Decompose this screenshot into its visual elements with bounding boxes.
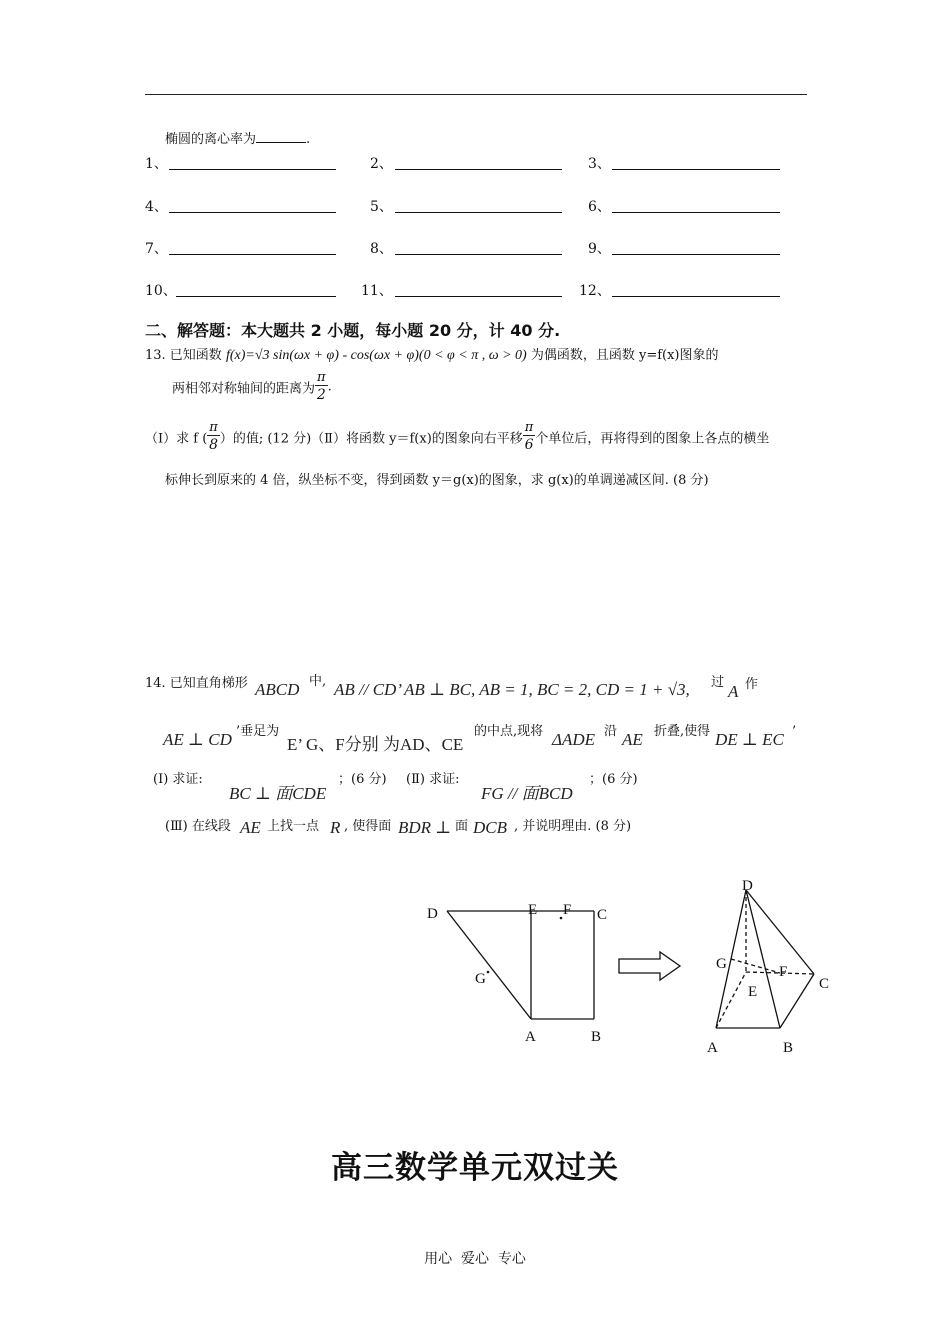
label-a: A xyxy=(525,1029,536,1045)
q14-math-midpoints: E’ G、F分别 为AD、CE xyxy=(287,735,464,754)
q13-line1: 13. 已知函数 f(x)=√3 sin(ωx + φ) - cos(ωx + φ)(0 < φ < π , ω > 0) 为偶函数，且函数 y=f(x)图象的 xyxy=(145,348,719,363)
answer-label: 11、 xyxy=(361,283,393,299)
fraction-pi-over-6: $\frac{\pi}{6}$ xyxy=(524,420,534,453)
label-d: D xyxy=(742,878,753,894)
fraction-pi-over-2: $\frac{\pi}{2}$ xyxy=(316,370,326,403)
footer-text: 用心 爱心 专心 xyxy=(424,1251,526,1267)
pyramid-figure xyxy=(716,890,814,1028)
label-f: F xyxy=(563,902,572,918)
answer-label: 4、 xyxy=(145,199,168,215)
q14-intro: 14. 已知直角梯形 xyxy=(145,676,248,691)
q14-math-de-perp-ec: DE ⊥ EC xyxy=(715,730,784,749)
edge-ae-hidden xyxy=(716,972,746,1028)
label-g: G xyxy=(716,956,727,972)
prev-question-fragment: 椭圆的离心率为 . xyxy=(165,132,311,147)
segment-gf-hidden xyxy=(731,959,780,973)
section-2-heading: 二、解答题：本大题共 2 小题，每小题 20 分，计 40 分. xyxy=(145,321,561,340)
q14-part2-label: (Ⅱ) 求证: xyxy=(406,772,460,787)
q13-line3: （Ⅰ）求 f ( $\frac{\pi}{8}$ ）的值; (12 分)（Ⅱ）将函数 y＝f(x)的图象向右平移 $\frac{\pi}{6}$ 个单位后，再将得到的图象上各点的横坐 xyxy=(145,420,770,453)
label-c: C xyxy=(819,976,830,992)
label-c: C xyxy=(597,907,608,923)
edge-bc xyxy=(780,974,814,1028)
q13-line4: 标伸长到原来的 4 倍，纵坐标不变，得到函数 y＝g(x)的图象，求 g(x)的单调递减区间. (8 分) xyxy=(165,473,709,488)
q14-part3-label: (Ⅲ) 在线段 xyxy=(165,819,231,834)
edge-da xyxy=(447,911,531,1019)
point-g xyxy=(487,971,490,974)
answer-label: 9、 xyxy=(588,241,611,257)
label-g: G xyxy=(475,971,486,987)
q14-math-ae-perp-cd: AE ⊥ CD xyxy=(163,730,232,749)
point-f xyxy=(560,917,563,920)
fold-arrow-icon xyxy=(619,952,680,980)
answer-label: 6、 xyxy=(588,199,611,215)
answer-label: 12、 xyxy=(579,283,611,299)
label-d: D xyxy=(427,906,438,922)
q14-math-abcd: ABCD xyxy=(255,680,300,699)
answer-label: 2、 xyxy=(370,156,393,172)
answer-label: 5、 xyxy=(370,199,393,215)
label-e: E xyxy=(748,984,758,1000)
q14-part1-label: (Ⅰ) 求证: xyxy=(153,772,203,787)
answer-label: 3、 xyxy=(588,156,611,172)
label-b: B xyxy=(591,1029,602,1045)
q13-line2: 两相邻对称轴间的距离为 $\frac{\pi}{2}$ . xyxy=(172,370,332,403)
answer-label: 1、 xyxy=(145,156,168,172)
answer-label: 10、 xyxy=(145,283,177,299)
answer-label: 7、 xyxy=(145,241,168,257)
label-e: E xyxy=(528,902,538,918)
label-a: A xyxy=(707,1040,718,1056)
trapezoid-figure xyxy=(447,911,594,1019)
label-b: B xyxy=(783,1040,794,1056)
fraction-pi-over-8: $\frac{\pi}{8}$ xyxy=(209,420,219,453)
q14-math-conditions: AB // CD’ AB ⊥ BC, AB = 1, BC = 2, CD = 1 + √3, xyxy=(334,680,690,699)
q13-function: f(x)=√3 sin(ωx + φ) - cos(ωx + φ)(0 < φ < π , ω > 0) xyxy=(225,348,527,363)
document-title: 高三数学单元双过关 xyxy=(331,1150,619,1186)
answer-label: 8、 xyxy=(370,241,393,257)
label-f: F xyxy=(779,964,788,980)
